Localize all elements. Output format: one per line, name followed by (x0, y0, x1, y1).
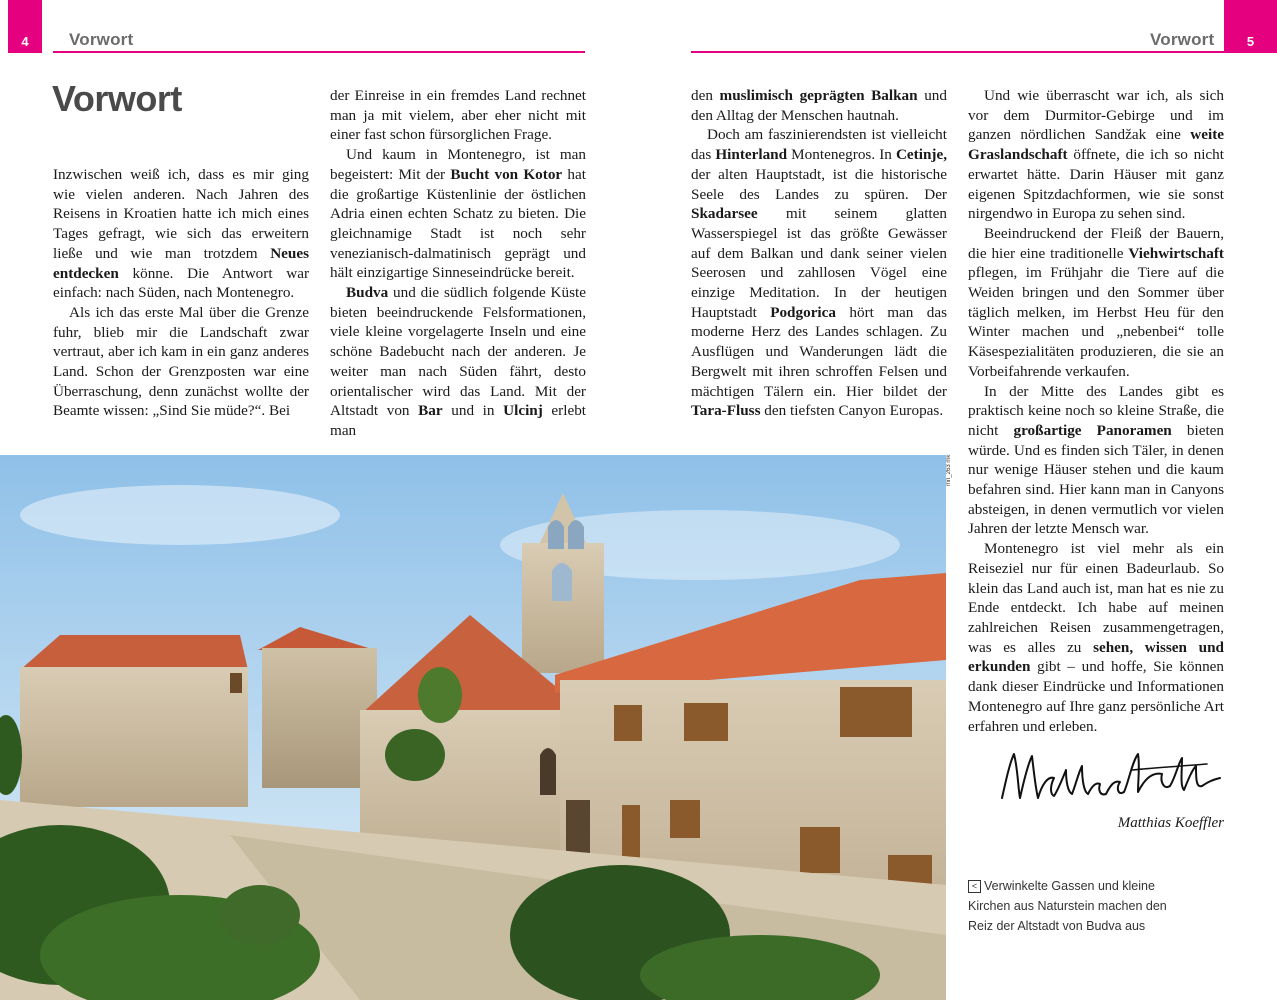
photo-caption (968, 876, 1193, 936)
photo-credit: mn_263 mk (946, 455, 952, 487)
bold-keyword: muslimisch geprägten Balkan (719, 87, 918, 104)
text-run: der alten Hauptstadt, ist die historische Seele des Landes zu spüren. Der (691, 165, 947, 203)
bold-keyword: Cetinje, (895, 146, 947, 164)
bold-keyword: Neues entdecken (53, 244, 309, 282)
budva-old-town-photo (0, 455, 946, 1000)
bold-keyword: Budva (346, 284, 389, 302)
paragraph (691, 125, 947, 421)
text-column-2 (330, 86, 586, 441)
paragraph (968, 539, 1224, 736)
text-run: Und kaum in Montenegro, ist man begeistert: Mit der (330, 146, 586, 183)
text-run: Beeindruckend der Fleiß der Bauern, die hier eine traditionelle (968, 224, 1224, 262)
signature-name: Matthias Koeffler (1117, 815, 1224, 831)
text-run: Und wie überrascht war ich, als sich vor dem Durmitor-Gebirge und im ganzen nördlichen Sandžak eine (968, 87, 1224, 144)
text-run: Montenegros. In (787, 146, 896, 164)
text-run: bieten würde. Und es finden sich Täler, in denen nur wenige Häuser stehen und die kaum befahren sind. Hier kann man in Canyons absteigen, in denen vermutlich vor vielen Jahren der letzte Mensch war. (968, 421, 1224, 538)
bold-keyword: Bar (418, 402, 443, 420)
page-number-tab-right: 5 (1224, 0, 1277, 53)
text-run: Inzwischen weiß ich, dass es mir ging wie vielen anderen. Nach Jahren des Reisens in Kroatien hatte ich mich eines Tages gefragt, wie sich das erweitern ließe und wie man trotzdem (53, 166, 309, 262)
bold-keyword: Hinterland (715, 146, 788, 164)
header-rule-left (53, 51, 585, 53)
text-run: mit seinem glatten Wasserspiegel ist das größte Gewässer auf dem Balkan und dank seiner vielen Seerosen und zahllosen Vögel eine einzige Meditation. In der heutigen Hauptstadt (691, 205, 947, 321)
text-run: hört man das moderne Herz des Landes schlagen. Zu Ausflügen und Wanderungen lädt die Bergwelt mit ihren schroffen Felsen und mächtigen Tälern ein. Hier bildet der (691, 303, 947, 400)
text-run: Montenegro ist viel mehr als ein Reiseziel nur für einen Badeurlaub. So klein das Land auch ist, man hat es nie zu Ende entdeckt. Ich habe auf meinen zahlreichen Reisen zusammengetragen, was es alles zu (968, 540, 1224, 656)
handwritten-signature (992, 740, 1227, 810)
text-column-3 (691, 86, 947, 421)
bold-keyword: weite Graslandschaft (968, 126, 1224, 164)
text-run: In der Mitte des Landes gibt es praktisch keine noch so kleine Straße, die nicht (968, 382, 1224, 439)
text-run: und den Alltag der Menschen hautnah. (691, 87, 947, 124)
text-run: den tiefsten Canyon Europas. (760, 402, 944, 420)
running-head-left: Vorwort (69, 30, 134, 49)
running-head-right: Vorwort (1150, 30, 1215, 49)
text-run: den (691, 87, 720, 104)
text-run: könne. Die Antwort war einfach: nach Süden, nach Montenegro. (53, 264, 309, 302)
paragraph (330, 283, 586, 441)
text-run: der Einreise in ein fremdes Land rechnet man ja mit vielem, aber eher nicht mit einer fast schon fürsorglichen Frage. (330, 87, 586, 144)
paragraph (53, 165, 309, 303)
paragraph (968, 86, 1224, 224)
text-run: hat die großartige Küstenlinie der östlichen Adria einen echten Schatz zu bieten. Die gleichnamige Stadt ist noch sehr venezianisch-dalmatinisch geprägt und hält einzigartige Sinneseindrücke bereit. (330, 165, 586, 282)
paragraph (330, 86, 586, 145)
bold-keyword: Skadarsee (691, 205, 758, 223)
bold-keyword: Podgorica (770, 303, 836, 321)
header-rule-right (691, 51, 1224, 53)
text-run: erlebt man (330, 402, 587, 439)
text-column-1 (53, 165, 309, 421)
arrow-left-icon: < (968, 880, 981, 893)
text-run: gibt – und hoffe, Sie können dank dieser Eindrücke und Informationen Montenegro auf Ihre ganz persönliche Art erfahren und erleben. (968, 658, 1224, 735)
text-column-4 (968, 86, 1224, 736)
caption-text: Verwinkelte Gassen und kleine Kirchen aus Naturstein machen den Reiz der Altstadt von Budva aus (968, 879, 1167, 933)
text-run: pflegen, im Frühjahr die Tiere auf die Weiden bringen und den Sommer über täglich melken, im Herbst Heu für den Winter machen und „nebenbei“ tolle Käsespezialitäten produzieren, die sie an Vorbeifahrende verkaufen. (968, 264, 1224, 380)
bold-keyword: Ulcinj (503, 402, 543, 420)
paragraph (330, 145, 586, 283)
bold-keyword: großartige Panoramen (1013, 421, 1172, 439)
bold-keyword: Viehwirtschaft (1128, 244, 1224, 262)
paragraph (53, 303, 309, 421)
text-run: Als ich das erste Mal über die Grenze fuhr, blieb mir die Landschaft zwar vertraut, aber ich kam in ein ganz anderes Land. Schon der Grenzposten war eine Überraschung, denn zunächst wollte der Beamte wissen: „Sind Sie müde?“. Bei (53, 303, 309, 420)
paragraph (968, 224, 1224, 382)
text-run: Doch am faszinierendsten ist vielleicht das (691, 126, 947, 164)
bold-keyword: Tara-Fluss (691, 402, 761, 420)
bold-keyword: sehen, wissen und erkunden (968, 638, 1224, 676)
bold-keyword: Bucht von Kotor (450, 165, 563, 183)
page-number-tab-left: 4 (8, 0, 42, 53)
text-run: und in (442, 402, 504, 420)
text-run: öffnete, die ich so nicht erwartet hätte. Darin Häuser mit ganz eigenen Spitzdachformen, wie sie sonst nirgendwo in Europa zu sehen sind. (968, 146, 1224, 223)
text-run: und die südlich folgende Küste bieten beeindruckende Felsformationen, viele kleine vorgelagerte Inseln und eine schöne Badebucht nach der anderen. Je weiter man nach Süden fährt, desto orientalischer wird das Land. Mit der Altstadt von (330, 284, 586, 420)
paragraph (691, 86, 947, 125)
page-title: Vorwort (52, 78, 182, 119)
paragraph (968, 382, 1224, 540)
